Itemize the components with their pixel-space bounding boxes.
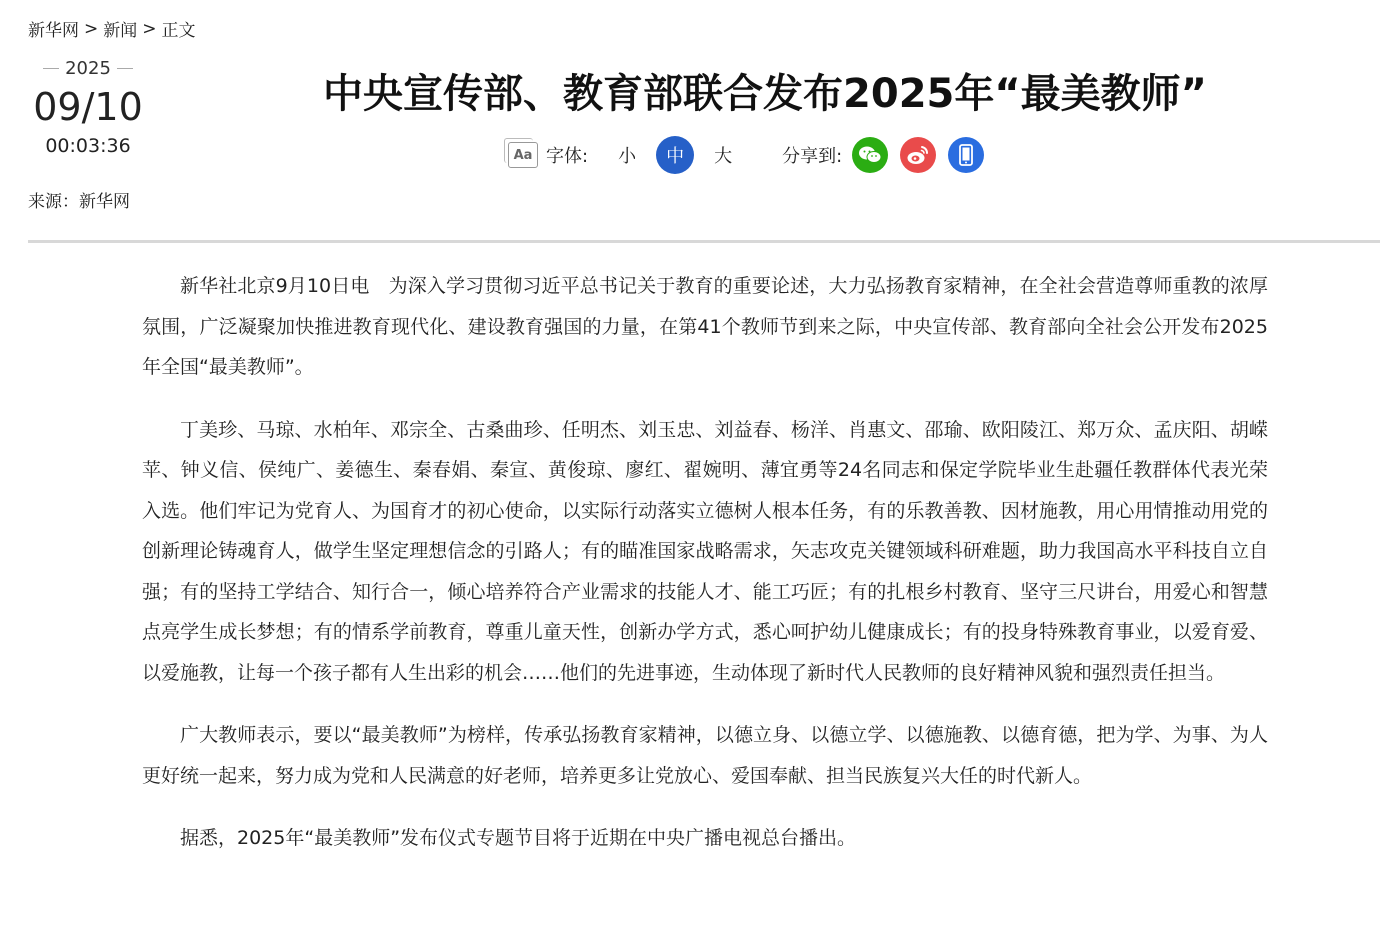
share-mobile-button[interactable] <box>948 137 984 173</box>
article-paragraph: 据悉，2025年“最美教师”发布仪式专题节目将于近期在中央广播电视总台播出。 <box>180 827 857 849</box>
font-size-label: 字体: <box>546 146 589 167</box>
publish-year: 2025 <box>65 58 111 79</box>
article-paragraph: 新华社北京9月10日电 为深入学习贯彻习近平总书记关于教育的重要论述，大力弘扬教育家精神，在全社会营造尊师重教的浓厚氛围，广泛凝聚加快推进教育现代化、建设教育强国的力量，在第41个教师节到来之际，中央宣传部、教育部向全社会公开发布2025年全国“最美教师”。 <box>142 275 1268 378</box>
breadcrumb-current: 正文 <box>161 21 196 41</box>
header-divider <box>28 240 1380 243</box>
wechat-icon <box>858 145 882 165</box>
article-paragraph: 丁美珍、马琼、水柏年、邓宗全、古桑曲珍、任明杰、刘玉忠、刘益春、杨洋、肖惠文、邵瑜、欧阳陵江、郑万众、孟庆阳、胡嵘苹、钟义信、侯纯广、姜德生、秦春娟、秦宣、黄俊琼、廖红、翟婉明、薄宜勇等24名同志和保定学院毕业生赴疆任教群体代表光荣入选。他们牢记为党育人、为国育才的初心使命，以实际行动落实立德树人根本任务，有的乐教善教、因材施教，用心用情推动用党的创新理论铸魂育人，做学生坚定理想信念的引路人；有的瞄准国家战略需求，矢志攻克关键领域科研难题，助力我国高水平科技自立自强；有的坚持工学结合、知行合一，倾心培养符合产业需求的技能人才、能工巧匠；有的扎根乡村教育、坚守三尺讲台，用爱心和智慧点亮学生成长梦想；有的情系学前教育，尊重儿童天性，创新办学方式，悉心呵护幼儿健康成长；有的投身特殊教育事业，以爱育爱、以爱施教，让每一个孩子都有人生出彩的机会……他们的先进事迹，生动体现了新时代人民教师的良好精神风貌和强烈责任担当。 <box>142 418 1268 684</box>
mobile-icon <box>958 144 974 166</box>
share-wechat-button[interactable] <box>852 137 888 173</box>
article-body <box>142 266 1268 881</box>
breadcrumb-separator: > <box>84 18 99 39</box>
breadcrumb-separator: > <box>142 18 157 39</box>
year-row <box>28 58 148 79</box>
share-label: 分享到: <box>782 146 843 167</box>
breadcrumb-news-link[interactable]: 新闻 <box>103 21 138 41</box>
weibo-icon <box>906 144 930 166</box>
breadcrumb <box>28 16 196 41</box>
year-divider-right <box>117 68 133 69</box>
article-source: 来源：新华网 <box>28 192 130 212</box>
font-size-large-button[interactable]: 大 <box>714 146 733 167</box>
font-size-medium-button[interactable]: 中 <box>656 136 694 174</box>
dateline <box>28 58 148 157</box>
year-divider-left <box>43 68 59 69</box>
article-title: 中央宣传部、教育部联合发布2025年“最美教师” <box>323 71 1207 117</box>
share-weibo-button[interactable] <box>900 137 936 173</box>
font-size-icon: Aa <box>508 142 538 168</box>
publish-monthday: 09/10 <box>33 85 143 129</box>
breadcrumb-home-link[interactable]: 新华网 <box>28 21 79 41</box>
font-size-small-button[interactable]: 小 <box>618 146 637 167</box>
article-paragraph: 广大教师表示，要以“最美教师”为榜样，传承弘扬教育家精神，以德立身、以德立学、以德施教、以德育德，把为学、为事、为人更好统一起来，努力成为党和人民满意的好老师，培养更多让党放心、爱国奉献、担当民族复兴大任的时代新人。 <box>142 724 1268 787</box>
article-toolbar <box>508 134 996 176</box>
publish-time: 00:03:36 <box>45 135 131 157</box>
